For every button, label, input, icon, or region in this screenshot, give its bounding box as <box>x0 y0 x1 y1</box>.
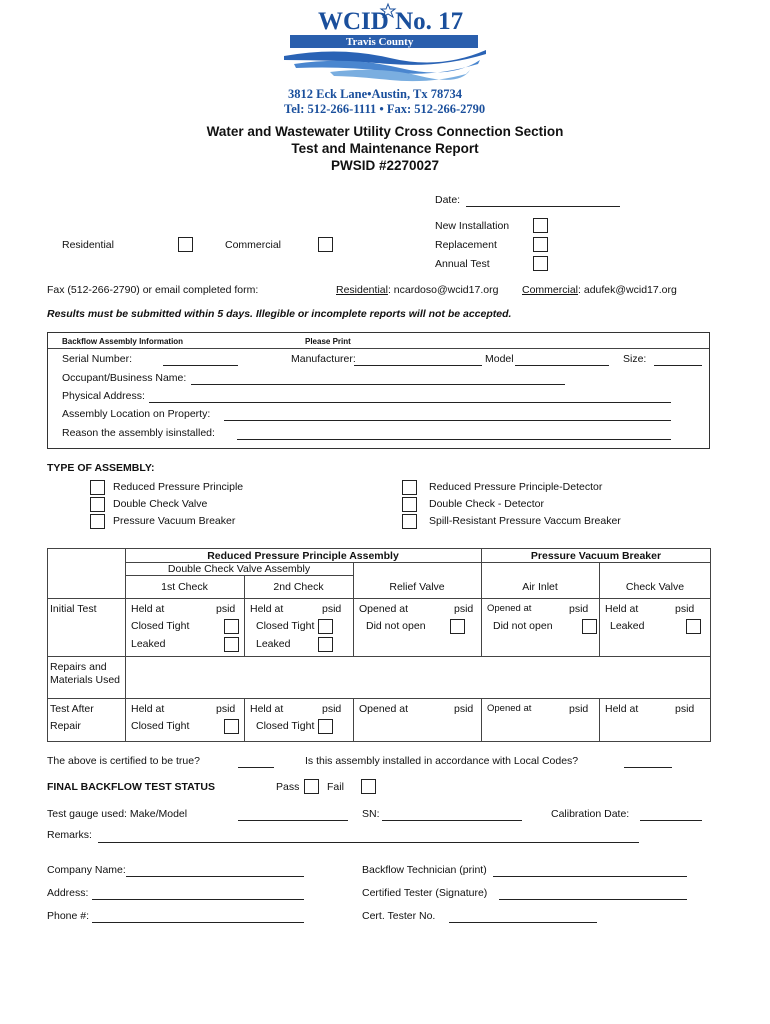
type-of-assembly-heading: TYPE OF ASSEMBLY: <box>47 462 155 474</box>
relief-did-not-open-label: Did not open <box>366 620 426 632</box>
pvb-label: Pressure Vacuum Breaker <box>113 515 236 527</box>
occupant-field[interactable] <box>191 384 565 385</box>
c1-leaked-label: Leaked <box>131 638 166 650</box>
size-field[interactable] <box>654 365 702 366</box>
air-inlet-header: Air Inlet <box>522 581 558 593</box>
a-c1-closed-tight-label: Closed Tight <box>131 720 190 732</box>
location-label: Assembly Location on Property: <box>62 408 211 420</box>
logo-phones: Tel: 512-266-1111 • Fax: 512-266-2790 <box>284 102 486 116</box>
fail-checkbox[interactable] <box>361 779 376 794</box>
c1-held-at-label: Held at <box>131 603 165 615</box>
relief-valve-header: Relief Valve <box>389 581 445 593</box>
address-label: Address: <box>47 887 89 899</box>
relief-opened-at-label: Opened at <box>359 603 409 615</box>
second-check-header: 2nd Check <box>273 581 324 593</box>
logo-county: Travis County <box>346 36 414 48</box>
serial-field[interactable] <box>163 365 238 366</box>
date-label: Date: <box>435 194 461 206</box>
logo <box>280 2 490 82</box>
install-replacement-checkbox[interactable] <box>533 237 548 252</box>
cert-no-label: Cert. Tester No. <box>362 910 436 922</box>
dc-checkbox[interactable] <box>90 497 105 512</box>
gauge-field[interactable] <box>238 820 348 821</box>
cert-no-field[interactable] <box>449 922 597 923</box>
air-did-not-open-label: Did not open <box>493 620 553 632</box>
table-col-line <box>353 698 354 742</box>
after-label-line1: Test After <box>50 703 94 715</box>
certified-field[interactable] <box>238 767 274 768</box>
repairs-label-line1: Repairs and <box>50 661 107 673</box>
residential-email <box>336 284 498 296</box>
residential-email-label: Residential <box>336 284 388 296</box>
rpd-label: Reduced Pressure Principle-Detector <box>429 481 603 493</box>
a-c1-psid-label: psid <box>216 703 236 715</box>
technician-label: Backflow Technician (print) <box>362 864 487 876</box>
residential-checkbox[interactable] <box>178 237 193 252</box>
table-col-line <box>599 698 600 742</box>
c2-closed-tight-label: Closed Tight <box>256 620 315 632</box>
rp-header: Reduced Pressure Principle Assembly <box>207 550 399 562</box>
a-c2-held-at-label: Held at <box>250 703 284 715</box>
repairs-label-line2: Materials Used <box>50 674 121 686</box>
dcd-checkbox[interactable] <box>402 497 417 512</box>
fax-line: Fax (512-266-2790) or email completed form: <box>47 284 259 296</box>
c2-psid-label: psid <box>322 603 342 615</box>
phone-field[interactable] <box>92 922 304 923</box>
reason-label: Reason the assembly isinstalled: <box>62 427 215 439</box>
logo-name: WCID No. 17 <box>318 8 464 35</box>
local-codes-field[interactable] <box>624 767 672 768</box>
initial-test-label: Initial Test <box>50 603 97 615</box>
cv-leaked-label: Leaked <box>610 620 645 632</box>
table-col-line <box>353 562 354 656</box>
sn-field[interactable] <box>382 820 522 821</box>
air-opened-at-label: Opened at <box>487 603 532 614</box>
check-valve-header: Check Valve <box>625 581 685 593</box>
install-new-checkbox[interactable] <box>533 218 548 233</box>
submission-notice: Results must be submitted within 5 days. Illegible or incomplete reports will not be accepted. <box>47 308 512 320</box>
local-codes-label: Is this assembly installed in accordance with Local Codes? <box>305 755 579 767</box>
table-row-line <box>48 598 710 599</box>
remarks-field[interactable] <box>98 842 639 843</box>
c1-closed-tight-label: Closed Tight <box>131 620 190 632</box>
commercial-email-label: Commercial <box>522 284 579 296</box>
air-psid-label: psid <box>569 603 589 615</box>
table-col-line <box>481 698 482 742</box>
cv-psid-label: psid <box>675 603 695 615</box>
table-col-line <box>599 562 600 656</box>
a-c2-closed-tight-label: Closed Tight <box>256 720 315 732</box>
please-print: Please Print <box>305 337 351 346</box>
relief-psid-label: psid <box>454 603 474 615</box>
relief-did-not-open-checkbox[interactable] <box>450 619 465 634</box>
a-c1-held-at-label: Held at <box>131 703 165 715</box>
a-relief-opened-at-label: Opened at <box>359 703 409 715</box>
rp-checkbox[interactable] <box>90 480 105 495</box>
company-label: Company Name: <box>47 864 126 876</box>
table-row-line <box>48 698 710 699</box>
after-label-line2: Repair <box>50 720 81 732</box>
c2-closed-tight-checkbox[interactable] <box>318 619 333 634</box>
physical-label: Physical Address: <box>62 390 145 402</box>
cv-held-at-label: Held at <box>605 603 639 615</box>
fail-label: Fail <box>327 781 344 793</box>
reason-field[interactable] <box>237 439 671 440</box>
commercial-email-address: : adufek@wcid17.org <box>578 284 677 296</box>
certified-tester-field[interactable] <box>499 899 687 900</box>
c2-leaked-checkbox[interactable] <box>318 637 333 652</box>
first-check-header: 1st Check <box>161 581 208 593</box>
certified-label: The above is certified to be true? <box>47 755 200 767</box>
commercial-checkbox[interactable] <box>318 237 333 252</box>
table-col-line <box>125 548 126 742</box>
c2-held-at-label: Held at <box>250 603 284 615</box>
manufacturer-field[interactable] <box>354 365 482 366</box>
table-col-line <box>244 698 245 742</box>
technician-field[interactable] <box>493 876 687 877</box>
final-status-label: FINAL BACKFLOW TEST STATUS <box>47 781 215 793</box>
logo-address: 3812 Eck Lane•Austin, Tx 78734 <box>288 87 462 101</box>
title-line1: Water and Wastewater Utility Cross Connection Section <box>206 124 564 139</box>
certified-tester-label: Certified Tester (Signature) <box>362 887 488 899</box>
residential-email-address: : ncardoso@wcid17.org <box>387 284 499 296</box>
company-field[interactable] <box>126 876 304 877</box>
install-annual-label: Annual Test <box>435 258 490 270</box>
install-replacement-label: Replacement <box>435 239 497 251</box>
a-air-psid-label: psid <box>569 703 589 715</box>
air-did-not-open-checkbox[interactable] <box>582 619 597 634</box>
rpd-checkbox[interactable] <box>402 480 417 495</box>
commercial-email <box>522 284 677 296</box>
a-cv-psid-label: psid <box>675 703 695 715</box>
gauge-label: Test gauge used: Make/Model <box>47 808 188 820</box>
sn-label: SN: <box>362 808 380 820</box>
a-c1-closed-tight-checkbox[interactable] <box>224 719 239 734</box>
rp-label: Reduced Pressure Principle <box>113 481 244 493</box>
occupant-label: Occupant/Business Name: <box>62 372 187 384</box>
a-relief-psid-label: psid <box>454 703 474 715</box>
calibration-label: Calibration Date: <box>551 808 630 820</box>
a-air-opened-at-label: Opened at <box>487 703 532 714</box>
install-annual-checkbox[interactable] <box>533 256 548 271</box>
table-row-line <box>48 656 710 657</box>
pass-checkbox[interactable] <box>304 779 319 794</box>
date-field[interactable] <box>466 206 620 207</box>
srpvb-checkbox[interactable] <box>402 514 417 529</box>
a-c2-psid-label: psid <box>322 703 342 715</box>
pvb-checkbox[interactable] <box>90 514 105 529</box>
serial-label: Serial Number: <box>62 353 133 365</box>
title-line3: PWSID #2270027 <box>330 158 440 173</box>
title-line2: Test and Maintenance Report <box>291 141 479 156</box>
remarks-label: Remarks: <box>47 829 92 841</box>
location-field[interactable] <box>224 420 671 421</box>
physical-field[interactable] <box>149 402 671 403</box>
c2-leaked-label: Leaked <box>256 638 291 650</box>
assembly-info-header: Backflow Assembly Information <box>62 337 184 346</box>
srpvb-label: Spill-Resistant Pressure Vaccum Breaker <box>429 515 621 527</box>
dc-label: Double Check Valve <box>113 498 208 510</box>
size-label: Size: <box>623 353 647 365</box>
model-field[interactable] <box>515 365 609 366</box>
dc-header: Double Check Valve Assembly <box>167 563 311 575</box>
address-field[interactable] <box>92 899 304 900</box>
model-label: Model <box>485 353 514 365</box>
a-cv-held-at-label: Held at <box>605 703 639 715</box>
residential-label: Residential <box>62 239 114 251</box>
pass-label: Pass <box>276 781 300 793</box>
manufacturer-label: Manufacturer: <box>291 353 356 365</box>
phone-label: Phone #: <box>47 910 90 922</box>
calibration-field[interactable] <box>640 820 702 821</box>
a-c2-closed-tight-checkbox[interactable] <box>318 719 333 734</box>
c1-leaked-checkbox[interactable] <box>224 637 239 652</box>
c1-psid-label: psid <box>216 603 236 615</box>
c1-closed-tight-checkbox[interactable] <box>224 619 239 634</box>
table-col-line <box>481 548 482 656</box>
pvb-header: Pressure Vacuum Breaker <box>530 550 662 562</box>
info-header-divider <box>48 348 709 349</box>
install-new-label: New Installation <box>435 220 510 232</box>
dcd-label: Double Check - Detector <box>429 498 544 510</box>
cv-leaked-checkbox[interactable] <box>686 619 701 634</box>
commercial-label: Commercial <box>225 239 282 251</box>
table-row-line <box>125 575 353 576</box>
